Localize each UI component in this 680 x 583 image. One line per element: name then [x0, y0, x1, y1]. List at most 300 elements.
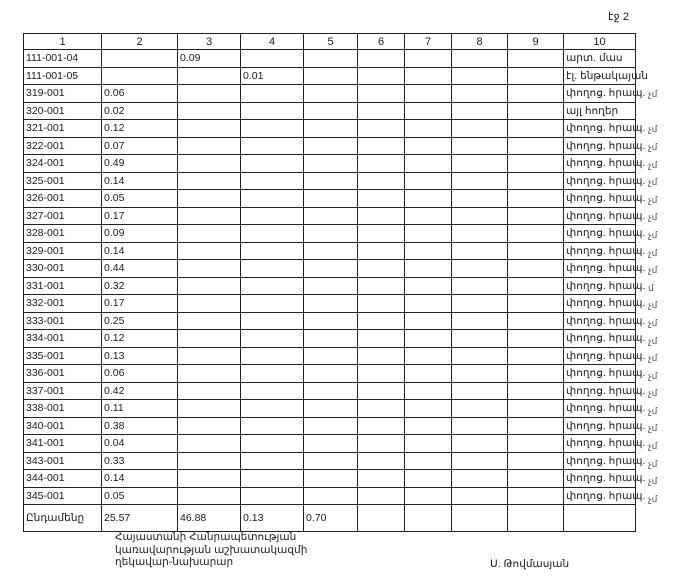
- cell-empty: [358, 242, 405, 260]
- cell-c3: [178, 470, 241, 488]
- cell-c5: [304, 102, 358, 120]
- cell-empty: [508, 172, 564, 190]
- margin-mark: չմ: [648, 89, 658, 100]
- cell-empty: [405, 190, 452, 208]
- cell-c4: [241, 330, 304, 348]
- column-header: 2: [102, 34, 178, 50]
- cell-c3: [178, 347, 241, 365]
- cell-code: 344-001: [24, 470, 102, 488]
- cell-c10: փողոց. հրապ.: [564, 312, 636, 330]
- signer-name: Ս. Թովմասյան: [490, 558, 570, 570]
- cell-c2: 0.44: [102, 260, 178, 278]
- footer-title: [115, 531, 307, 569]
- margin-mark: չմ: [648, 265, 658, 276]
- cell-c4: [241, 137, 304, 155]
- column-header: 8: [452, 34, 508, 50]
- margin-mark: մ: [648, 282, 654, 293]
- margin-mark: չմ: [648, 335, 658, 346]
- cell-empty: [508, 85, 564, 103]
- cell-c5: [304, 172, 358, 190]
- column-header: 1: [24, 34, 102, 50]
- margin-mark: չմ: [648, 247, 658, 258]
- table-row: [24, 382, 636, 400]
- cell-empty: [452, 207, 508, 225]
- cell-code: 111-001-05: [24, 67, 102, 85]
- cell-c3: [178, 330, 241, 348]
- cell-c10: փողոց. հրապ.: [564, 260, 636, 278]
- cell-code: 331-001: [24, 277, 102, 295]
- cell-c5: [304, 487, 358, 505]
- cell-empty: [452, 347, 508, 365]
- column-header: 5: [304, 34, 358, 50]
- cell-c4: [241, 190, 304, 208]
- cell-c5: [304, 85, 358, 103]
- margin-mark: չմ: [648, 141, 658, 152]
- margin-mark: չմ: [648, 229, 658, 240]
- margin-mark: չմ: [648, 124, 658, 135]
- cell-c4: [241, 452, 304, 470]
- margin-mark: [648, 69, 668, 87]
- cell-c10: փողոց. հրապ.: [564, 347, 636, 365]
- table-row: [24, 452, 636, 470]
- cell-empty: [358, 382, 405, 400]
- column-header: 6: [358, 34, 405, 50]
- cell-empty: [508, 190, 564, 208]
- cell-empty: [508, 382, 564, 400]
- cell-code: 329-001: [24, 242, 102, 260]
- cell-c10: փողոց. հրապ.: [564, 452, 636, 470]
- table-row: [24, 190, 636, 208]
- cell-empty: [452, 190, 508, 208]
- cell-empty: [405, 260, 452, 278]
- cell-c10: արտ. մաս: [564, 50, 636, 68]
- cell-empty: [358, 207, 405, 225]
- cell-c4: [241, 382, 304, 400]
- cell-c10: փողոց. հրապ.: [564, 487, 636, 505]
- cell-c4: [241, 85, 304, 103]
- cell-code: 325-001: [24, 172, 102, 190]
- cell-c5: [304, 242, 358, 260]
- cell-empty: [358, 470, 405, 488]
- cell-c4: [241, 50, 304, 68]
- cell-empty: [564, 505, 636, 532]
- cell-c5: [304, 470, 358, 488]
- margin-mark: չմ: [648, 423, 658, 434]
- table-row: [24, 312, 636, 330]
- cell-c2: 0.07: [102, 137, 178, 155]
- cell-c3: [178, 137, 241, 155]
- table-row: [24, 260, 636, 278]
- table-row: [24, 470, 636, 488]
- margin-mark: չմ: [648, 194, 658, 205]
- cell-c2: 0.49: [102, 155, 178, 173]
- cell-code: 322-001: [24, 137, 102, 155]
- cell-empty: [508, 365, 564, 383]
- total-c2: 25.57: [102, 505, 178, 532]
- cell-empty: [508, 242, 564, 260]
- cell-empty: [452, 260, 508, 278]
- cell-c3: [178, 417, 241, 435]
- cell-c2: 0.11: [102, 400, 178, 418]
- cell-empty: [452, 382, 508, 400]
- cell-c2: 0.17: [102, 295, 178, 313]
- cell-empty: [452, 50, 508, 68]
- cell-c2: 0.25: [102, 312, 178, 330]
- table-row: [24, 400, 636, 418]
- cell-empty: [358, 85, 405, 103]
- cell-empty: [452, 487, 508, 505]
- cell-c10: փողոց. հրապ.: [564, 155, 636, 173]
- cell-c5: [304, 435, 358, 453]
- cell-empty: [508, 435, 564, 453]
- cell-c5: [304, 382, 358, 400]
- cell-empty: [452, 225, 508, 243]
- table-row: [24, 347, 636, 365]
- cell-c3: [178, 295, 241, 313]
- cell-c5: [304, 277, 358, 295]
- cell-empty: [405, 435, 452, 453]
- margin-mark: չմ: [648, 317, 658, 328]
- cell-c5: [304, 452, 358, 470]
- cell-empty: [508, 207, 564, 225]
- cell-c4: [241, 225, 304, 243]
- cell-empty: [405, 487, 452, 505]
- cell-empty: [508, 50, 564, 68]
- cell-c2: 0.38: [102, 417, 178, 435]
- cell-c10: փողոց. հրապ.: [564, 137, 636, 155]
- cell-empty: [452, 120, 508, 138]
- cell-c2: 0.12: [102, 120, 178, 138]
- cell-c2: 0.05: [102, 487, 178, 505]
- cell-code: 334-001: [24, 330, 102, 348]
- cell-empty: [508, 347, 564, 365]
- cell-c10: էլ. ենթակայան: [564, 67, 636, 85]
- cell-c5: [304, 295, 358, 313]
- total-c5: 0.70: [304, 505, 358, 532]
- cell-c2: [102, 67, 178, 85]
- cell-empty: [405, 452, 452, 470]
- cell-c10: փողոց. հրապ.: [564, 435, 636, 453]
- cell-empty: [452, 85, 508, 103]
- page-number: էջ 2: [608, 11, 629, 23]
- table-row: [24, 417, 636, 435]
- cell-code: 340-001: [24, 417, 102, 435]
- cell-c2: 0.05: [102, 190, 178, 208]
- footer-line: Հայաստանի Հանրապետության: [115, 531, 297, 543]
- cell-c4: [241, 487, 304, 505]
- cell-empty: [452, 470, 508, 488]
- cell-c10: փողոց. հրապ.: [564, 330, 636, 348]
- cell-c3: [178, 277, 241, 295]
- cell-c4: [241, 155, 304, 173]
- cell-empty: [508, 312, 564, 330]
- cell-c4: [241, 470, 304, 488]
- cell-code: 333-001: [24, 312, 102, 330]
- cell-empty: [452, 102, 508, 120]
- cell-empty: [358, 50, 405, 68]
- cell-empty: [358, 330, 405, 348]
- cell-c10: փողոց. հրապ.: [564, 120, 636, 138]
- cell-code: 337-001: [24, 382, 102, 400]
- cell-empty: [358, 120, 405, 138]
- cell-c10: այլ հողեր: [564, 102, 636, 120]
- cell-empty: [405, 85, 452, 103]
- cell-c2: 0.02: [102, 102, 178, 120]
- cell-empty: [508, 417, 564, 435]
- footer-line: կառավարության աշխատակազմի: [115, 543, 308, 556]
- cell-empty: [508, 120, 564, 138]
- column-header: 9: [508, 34, 564, 50]
- header-row: [24, 34, 636, 50]
- cell-c3: [178, 260, 241, 278]
- cell-empty: [452, 242, 508, 260]
- cell-c3: [178, 102, 241, 120]
- cell-c4: [241, 207, 304, 225]
- cell-empty: [358, 365, 405, 383]
- margin-mark: չմ: [648, 388, 658, 399]
- cell-empty: [452, 295, 508, 313]
- cell-empty: [358, 190, 405, 208]
- cell-empty: [508, 102, 564, 120]
- cell-c3: [178, 400, 241, 418]
- cell-empty: [405, 67, 452, 85]
- margin-mark: չմ: [648, 441, 658, 452]
- table-row: [24, 435, 636, 453]
- cell-code: 332-001: [24, 295, 102, 313]
- table-row: [24, 242, 636, 260]
- table-row: [24, 137, 636, 155]
- table-row: [24, 102, 636, 120]
- cell-empty: [452, 312, 508, 330]
- cell-empty: [452, 400, 508, 418]
- cell-c3: [178, 487, 241, 505]
- cell-c2: 0.14: [102, 242, 178, 260]
- table-row: [24, 487, 636, 505]
- cell-c4: [241, 365, 304, 383]
- cell-c5: [304, 260, 358, 278]
- margin-mark: չմ: [648, 493, 658, 504]
- cell-empty: [405, 120, 452, 138]
- cell-empty: [358, 487, 405, 505]
- cell-c5: [304, 400, 358, 418]
- cell-empty: [405, 400, 452, 418]
- cell-empty: [452, 330, 508, 348]
- cell-empty: [405, 470, 452, 488]
- margin-mark: չմ: [648, 405, 658, 416]
- cell-c4: [241, 295, 304, 313]
- cell-c3: [178, 172, 241, 190]
- cell-empty: [358, 347, 405, 365]
- table-row: [24, 172, 636, 190]
- cell-empty: [358, 505, 405, 532]
- cell-empty: [508, 505, 564, 532]
- cell-code: 336-001: [24, 365, 102, 383]
- cell-empty: [358, 295, 405, 313]
- cell-c3: [178, 67, 241, 85]
- cell-c2: 0.17: [102, 207, 178, 225]
- cell-empty: [508, 330, 564, 348]
- table-row: [24, 225, 636, 243]
- cell-empty: [508, 155, 564, 173]
- cell-empty: [508, 260, 564, 278]
- cell-c2: 0.14: [102, 470, 178, 488]
- cell-empty: [358, 67, 405, 85]
- cell-c10: փողոց. հրապ.: [564, 400, 636, 418]
- total-label: Ընդամենը: [24, 505, 102, 532]
- cell-empty: [405, 137, 452, 155]
- cell-c10: փողոց. հրապ.: [564, 365, 636, 383]
- cell-c5: [304, 50, 358, 68]
- cell-c4: [241, 120, 304, 138]
- cell-empty: [358, 400, 405, 418]
- table-row: [24, 155, 636, 173]
- cell-empty: [405, 382, 452, 400]
- cell-c5: [304, 207, 358, 225]
- cell-c4: [241, 172, 304, 190]
- land-table: [23, 33, 648, 532]
- cell-c10: փողոց. հրապ.: [564, 242, 636, 260]
- cell-empty: [405, 277, 452, 295]
- cell-c2: [102, 50, 178, 68]
- cell-c3: [178, 190, 241, 208]
- cell-c10: փողոց. հրապ.: [564, 295, 636, 313]
- cell-empty: [452, 417, 508, 435]
- totals-row: [24, 505, 636, 532]
- cell-c5: [304, 190, 358, 208]
- cell-c3: [178, 207, 241, 225]
- cell-empty: [508, 452, 564, 470]
- cell-empty: [405, 207, 452, 225]
- cell-empty: [405, 417, 452, 435]
- cell-c4: [241, 347, 304, 365]
- cell-empty: [358, 435, 405, 453]
- cell-c4: [241, 102, 304, 120]
- cell-code: 327-001: [24, 207, 102, 225]
- cell-c3: [178, 85, 241, 103]
- cell-empty: [508, 67, 564, 85]
- cell-empty: [452, 452, 508, 470]
- cell-code: 111-001-04: [24, 50, 102, 68]
- cell-empty: [358, 172, 405, 190]
- cell-code: 341-001: [24, 435, 102, 453]
- cell-empty: [452, 67, 508, 85]
- cell-empty: [452, 435, 508, 453]
- cell-c10: փողոց. հրապ.: [564, 172, 636, 190]
- cell-c2: 0.14: [102, 172, 178, 190]
- cell-c5: [304, 225, 358, 243]
- cell-empty: [405, 347, 452, 365]
- table-row: [24, 207, 636, 225]
- column-header: 10: [564, 34, 636, 50]
- cell-empty: [405, 50, 452, 68]
- cell-empty: [452, 137, 508, 155]
- cell-empty: [452, 277, 508, 295]
- cell-empty: [405, 365, 452, 383]
- cell-code: 321-001: [24, 120, 102, 138]
- cell-empty: [358, 452, 405, 470]
- cell-empty: [405, 505, 452, 532]
- table-row: [24, 330, 636, 348]
- cell-empty: [358, 277, 405, 295]
- cell-c2: 0.06: [102, 365, 178, 383]
- cell-c2: 0.33: [102, 452, 178, 470]
- margin-mark: չմ: [648, 159, 658, 170]
- cell-c2: 0.04: [102, 435, 178, 453]
- cell-c2: 0.42: [102, 382, 178, 400]
- cell-empty: [508, 295, 564, 313]
- cell-code: 320-001: [24, 102, 102, 120]
- margin-marks: [648, 33, 668, 508]
- cell-c4: [241, 312, 304, 330]
- cell-c4: [241, 242, 304, 260]
- cell-c3: [178, 382, 241, 400]
- cell-empty: [358, 312, 405, 330]
- margin-mark: չմ: [648, 370, 658, 381]
- cell-empty: [358, 417, 405, 435]
- cell-code: 328-001: [24, 225, 102, 243]
- cell-c3: [178, 312, 241, 330]
- cell-c10: փողոց. հրապ.: [564, 85, 636, 103]
- cell-empty: [358, 102, 405, 120]
- total-c3: 46.88: [178, 505, 241, 532]
- cell-c5: [304, 67, 358, 85]
- cell-c3: [178, 242, 241, 260]
- cell-c10: փողոց. հրապ.: [564, 382, 636, 400]
- margin-mark: չմ: [648, 353, 658, 364]
- cell-empty: [405, 312, 452, 330]
- cell-empty: [405, 102, 452, 120]
- table-row: [24, 50, 636, 68]
- cell-empty: [405, 155, 452, 173]
- cell-code: 345-001: [24, 487, 102, 505]
- cell-empty: [358, 155, 405, 173]
- total-c4: 0.13: [241, 505, 304, 532]
- cell-c4: [241, 260, 304, 278]
- cell-code: 338-001: [24, 400, 102, 418]
- table-row: [24, 120, 636, 138]
- cell-c2: 0.06: [102, 85, 178, 103]
- cell-c3: [178, 155, 241, 173]
- cell-empty: [358, 225, 405, 243]
- cell-c5: [304, 365, 358, 383]
- cell-empty: [508, 400, 564, 418]
- table-row: [24, 277, 636, 295]
- cell-empty: [452, 155, 508, 173]
- cell-empty: [508, 225, 564, 243]
- cell-c5: [304, 312, 358, 330]
- cell-c10: փողոց. հրապ.: [564, 470, 636, 488]
- cell-empty: [452, 172, 508, 190]
- cell-c5: [304, 155, 358, 173]
- cell-empty: [405, 295, 452, 313]
- cell-c5: [304, 347, 358, 365]
- cell-c4: 0.01: [241, 67, 304, 85]
- margin-mark: չմ: [648, 177, 658, 188]
- footer-line: ղեկավար-նախարար: [115, 556, 234, 568]
- cell-c3: [178, 120, 241, 138]
- cell-empty: [508, 470, 564, 488]
- margin-mark: չմ: [648, 212, 658, 223]
- cell-c5: [304, 137, 358, 155]
- column-header: 3: [178, 34, 241, 50]
- cell-c3: [178, 435, 241, 453]
- cell-empty: [358, 260, 405, 278]
- cell-c3: [178, 225, 241, 243]
- cell-empty: [405, 242, 452, 260]
- cell-c3: [178, 365, 241, 383]
- cell-c5: [304, 120, 358, 138]
- margin-mark: [648, 104, 668, 122]
